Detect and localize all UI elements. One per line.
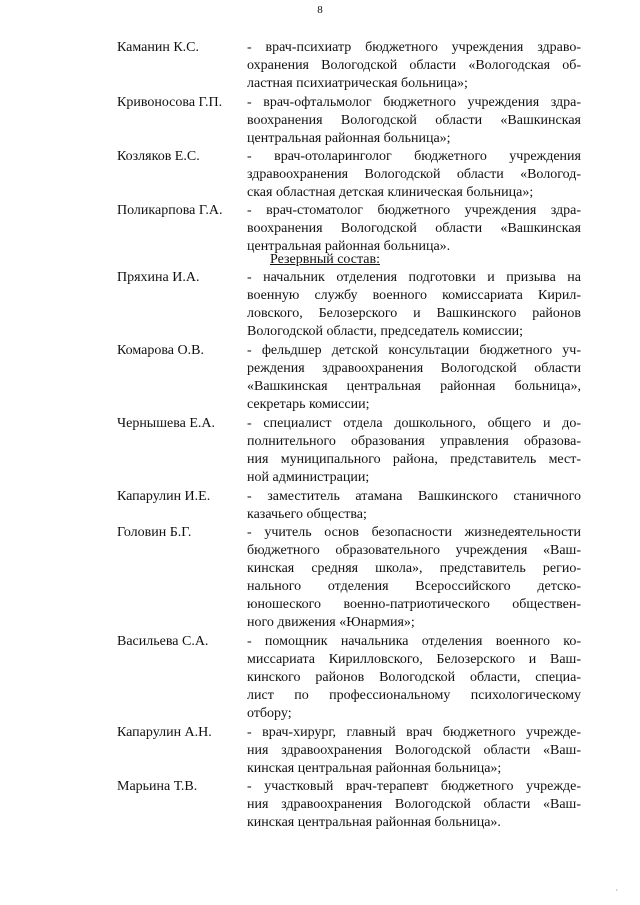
member-role-line: - заместитель атамана Вашкинского станичного xyxy=(247,489,581,504)
member-role-line: - врач-психиатр бюджетного учреждения здраво- xyxy=(247,40,581,55)
member-role-line: центральная районная больница»; xyxy=(247,131,451,147)
member-role-line: - врач-стоматолог бюджетного учреждения здра- xyxy=(247,203,581,218)
member-name: Пряхина И.А. xyxy=(117,270,200,285)
member-name: Кривоносова Г.П. xyxy=(117,95,223,110)
member-role xyxy=(247,342,581,414)
member-name: Комарова О.В. xyxy=(117,343,204,358)
member-role xyxy=(247,524,581,633)
member-role-line: - начальник отделения подготовки и призыва на xyxy=(247,270,581,285)
member-name: Васильева С.А. xyxy=(117,634,209,649)
member-role xyxy=(247,415,581,487)
member-role-line: кинская средняя школа», представитель регио- xyxy=(247,561,581,577)
member-role-line: ной администрации; xyxy=(247,470,370,486)
member-role-line: военную службу военного комиссариата Кирил- xyxy=(247,288,581,304)
scan-mark: · xyxy=(615,886,618,895)
member-role-line: кинского районов Вологодской области, специа- xyxy=(247,670,581,686)
member-role-line: кинская центральная районная больница»; xyxy=(247,761,502,777)
member-role-line: центральная районная больница». xyxy=(247,239,451,255)
member-role-line: охранения Вологодской области «Вологодская об- xyxy=(247,58,581,74)
member-role-line: воохранения Вологодской области «Вашкинская xyxy=(247,113,581,129)
member-role-line: Вологодской области, председатель комиссии; xyxy=(247,324,524,340)
page-number: 8 xyxy=(317,4,323,16)
member-role-line: секретарь комиссии; xyxy=(247,397,370,413)
member-role-line: реждения здравоохранения Вологодской области xyxy=(247,361,581,377)
member-role-line: лист по профессиональному психологическому xyxy=(247,688,581,704)
member-role-line: нального отделения Всероссийского детско- xyxy=(247,579,581,595)
member-name: Марьина Т.В. xyxy=(117,779,198,794)
member-role-line: - учитель основ безопасности жизнедеятельности xyxy=(247,525,581,540)
member-role-line: - врач-отоларинголог бюджетного учреждения xyxy=(247,149,581,164)
member-role-line: миссариата Кирилловского, Белозерского и Ваш- xyxy=(247,652,581,668)
reserve-heading-text: Резервный состав: xyxy=(269,252,380,267)
reserve-heading xyxy=(0,251,640,269)
member-name: Поликарпова Г.А. xyxy=(117,203,223,218)
member-role xyxy=(247,94,581,148)
member-role-line: отбору; xyxy=(247,706,292,722)
member-role xyxy=(247,724,581,778)
member-name: Капарулин И.Е. xyxy=(117,489,211,504)
member-role-line: ния здравоохранения Вологодской области «Ваш- xyxy=(247,743,581,759)
member-name: Головин Б.Г. xyxy=(117,525,192,540)
member-role-line: воохранения Вологодской области «Вашкинская xyxy=(247,221,581,237)
member-role xyxy=(247,778,581,832)
member-role-line: ловского, Белозерского и Вашкинского районов xyxy=(247,306,581,322)
member-role-line: - помощник начальника отделения военного ко- xyxy=(247,634,581,649)
member-role-line: ния муниципального района, представитель мест- xyxy=(247,452,581,468)
member-role-line: ного движения «Юнармия»; xyxy=(247,615,415,631)
member-role xyxy=(247,633,581,723)
member-role-line: юношеского военно-патриотического обществен- xyxy=(247,597,581,613)
member-role-line: - фельдшер детской консультации бюджетного уч- xyxy=(247,343,581,358)
member-role xyxy=(247,269,581,341)
member-name: Капарулин А.Н. xyxy=(117,725,212,740)
member-role xyxy=(247,488,581,524)
member-role-line: - специалист отдела дошкольного, общего и до- xyxy=(247,416,581,431)
member-name: Чернышева Е.А. xyxy=(117,416,216,431)
member-role xyxy=(247,148,581,202)
member-role-line: полнительного образования управления образова- xyxy=(247,434,581,450)
member-role-line: казачьего общества; xyxy=(247,507,367,523)
member-role-line: ния здравоохранения Вологодской области «Ваш- xyxy=(247,797,581,813)
member-role-line: бюджетного образовательного учреждения «Ваш- xyxy=(247,543,581,559)
member-role-line: ская областная детская клиническая больница»; xyxy=(247,185,534,201)
member-role-line: здравоохранения Вологодской области «Вологод- xyxy=(247,167,581,183)
member-role xyxy=(247,202,581,256)
member-role-line: кинская центральная районная больница». xyxy=(247,815,501,831)
member-role-line: «Вашкинская центральная районная больница», xyxy=(247,379,581,395)
member-role xyxy=(247,39,581,93)
member-role-line: ластная психиатрическая больница»; xyxy=(247,76,468,92)
member-name: Козляков Е.С. xyxy=(117,149,200,164)
member-role-line: - участковый врач-терапевт бюджетного учрежде- xyxy=(247,779,581,794)
member-name: Каманин К.С. xyxy=(117,40,199,55)
member-role-line: - врач-хирург, главный врач бюджетного учрежде- xyxy=(247,725,581,740)
member-role-line: - врач-офтальмолог бюджетного учреждения здра- xyxy=(247,95,581,110)
